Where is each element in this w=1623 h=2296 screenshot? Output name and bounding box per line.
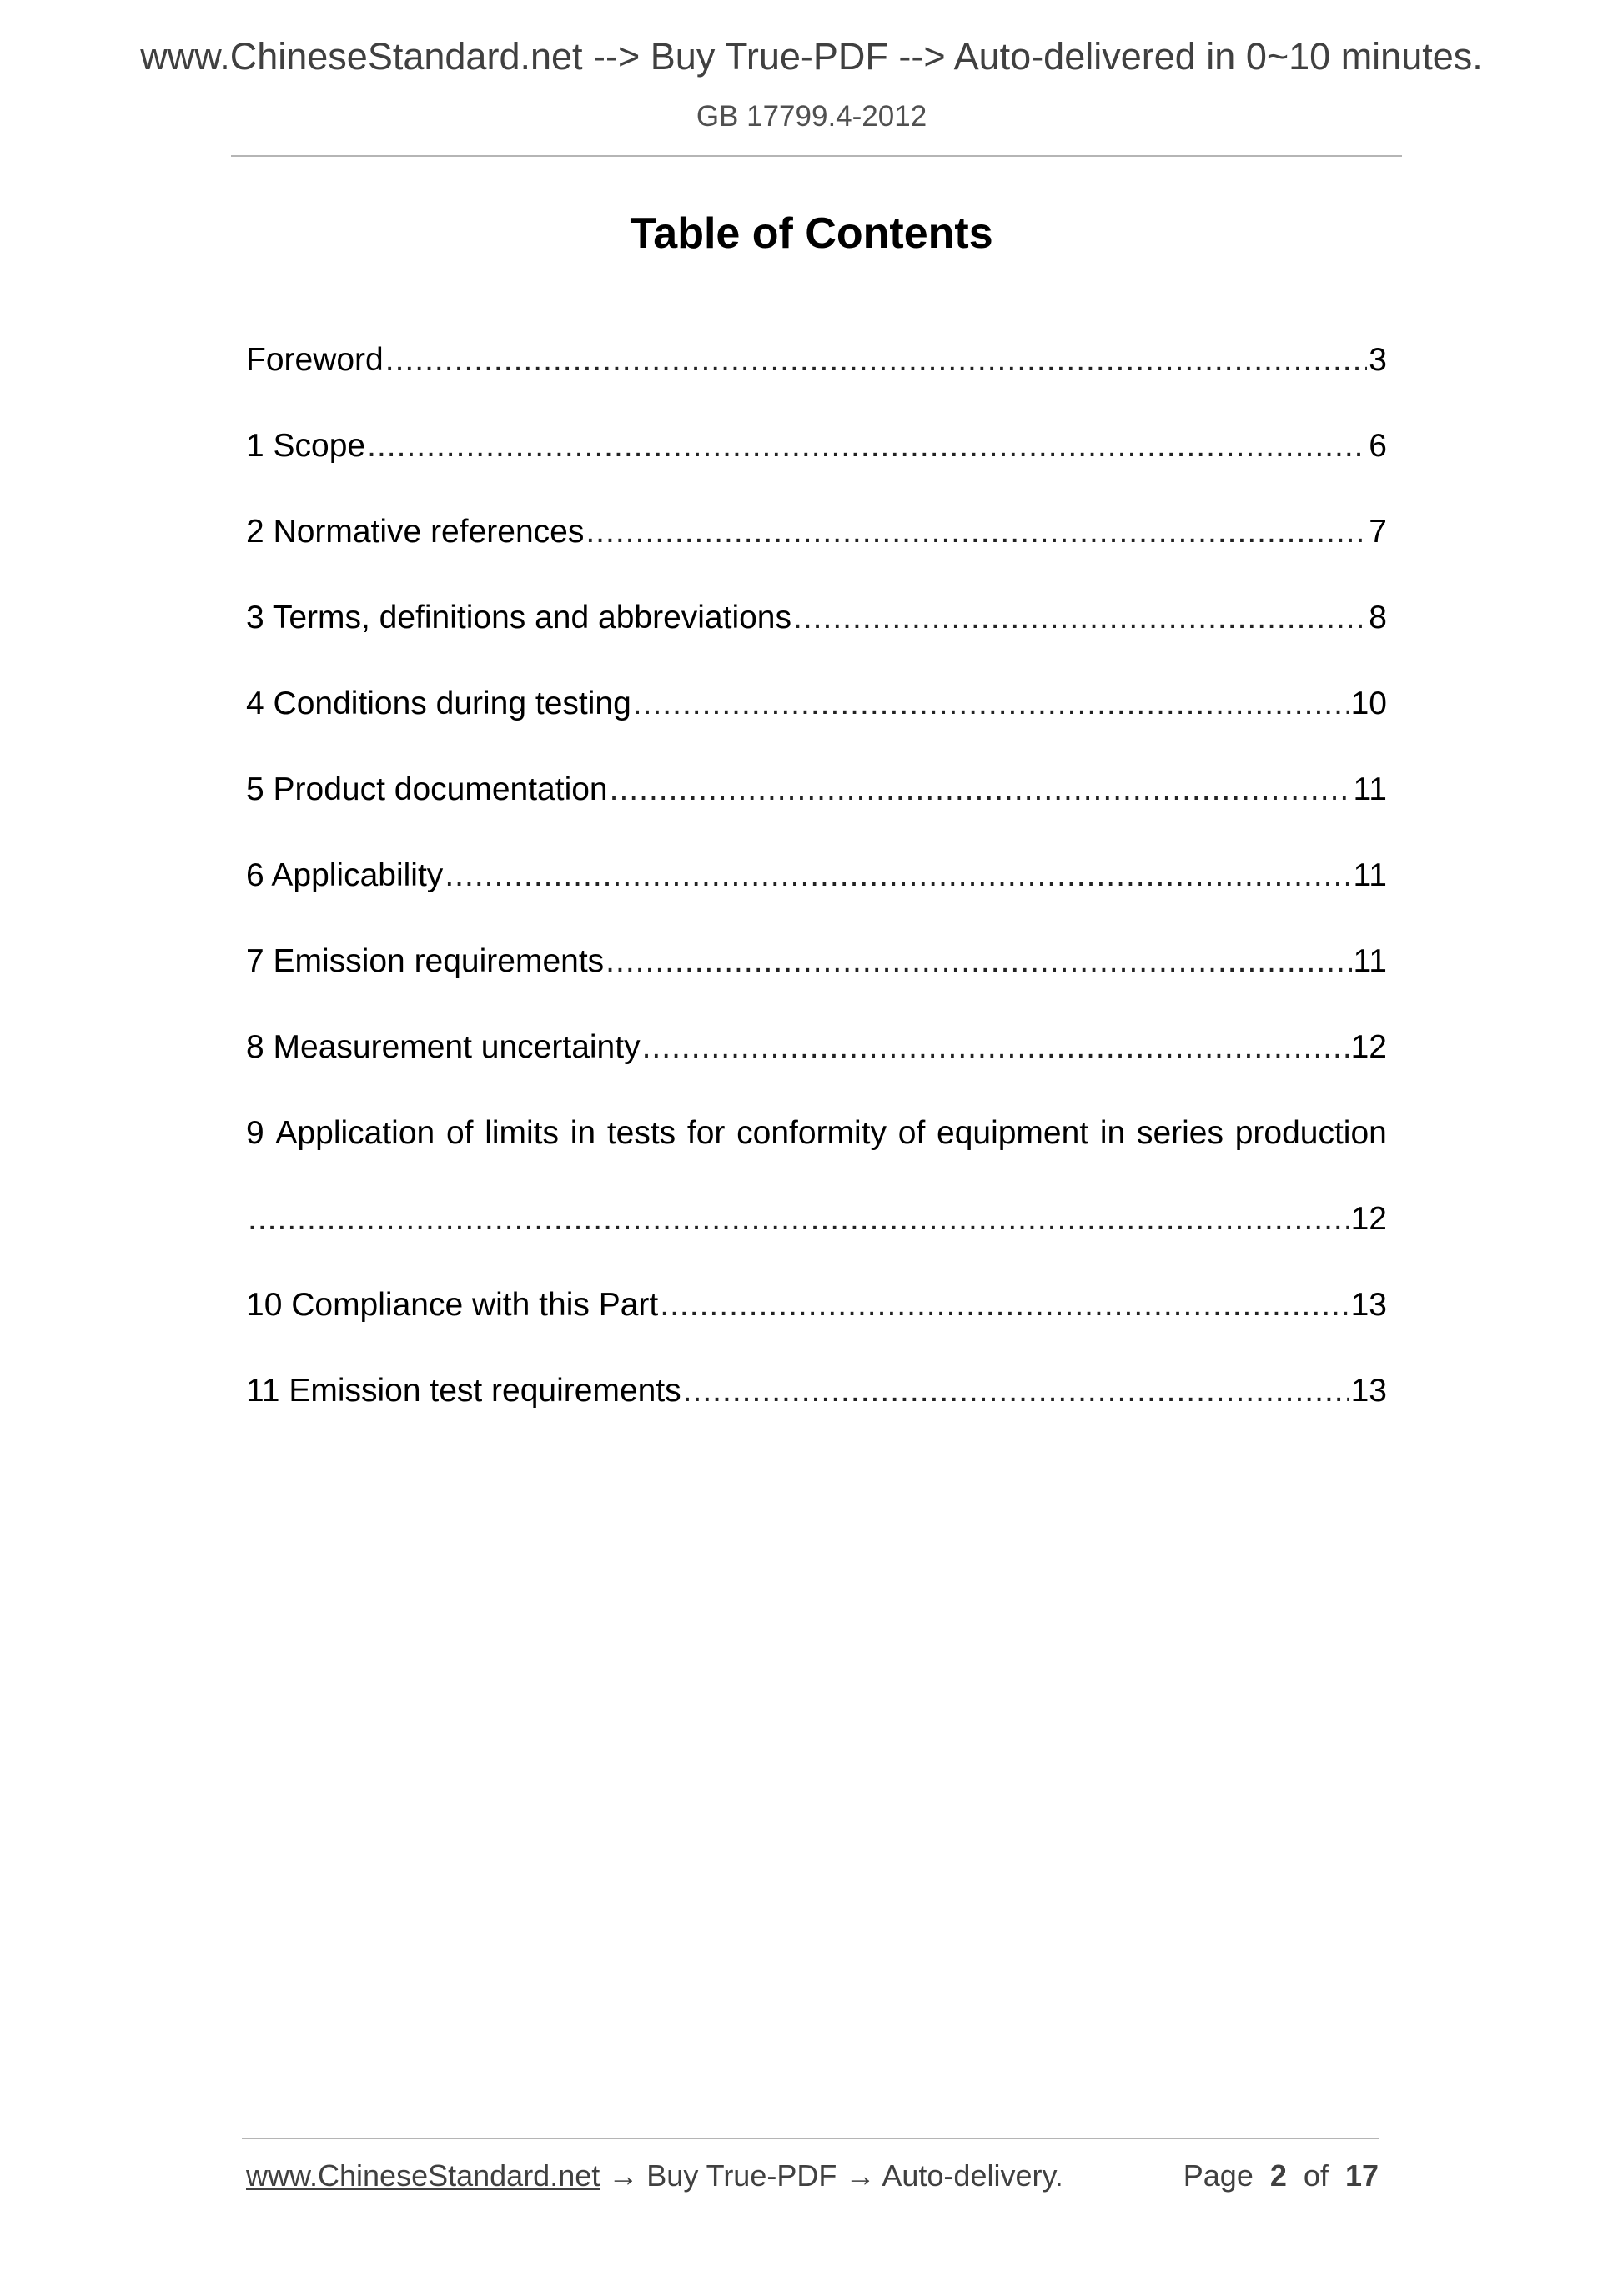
footer-buy-text: Buy True-PDF	[646, 2158, 837, 2193]
toc-entry-conditions-testing[interactable]	[246, 686, 1387, 736]
toc-entry-application-of-limits[interactable]	[246, 1115, 1387, 1152]
toc-entry-terms-definitions[interactable]	[246, 600, 1387, 650]
toc-entry-application-of-limits-leader[interactable]	[246, 1201, 1387, 1251]
toc-word: conformity	[736, 1115, 887, 1151]
toc-entry-title: 1 Scope	[246, 428, 366, 464]
toc-entry-page: 7	[1369, 514, 1387, 550]
toc-entry-title: 3 Terms, definitions and abbreviations	[246, 600, 791, 636]
toc-entry-page: 11	[1353, 943, 1387, 979]
toc-entry-title: 6 Applicability	[246, 857, 444, 893]
page-total: 17	[1344, 2158, 1379, 2193]
toc-entry-page: 3	[1369, 342, 1387, 378]
toc-entry-title: 5 Product documentation	[246, 771, 608, 807]
page-footer	[246, 2158, 1379, 2193]
footer-divider	[242, 2138, 1379, 2139]
dot-leader	[793, 600, 1367, 636]
toc-entry-emission-requirements[interactable]	[246, 943, 1387, 993]
page-current: 2	[1269, 2158, 1287, 2193]
toc-entry-applicability[interactable]	[246, 857, 1387, 907]
toc-entry-title: 2 Normative references	[246, 514, 585, 550]
toc-word: equipment	[937, 1115, 1089, 1151]
toc-entry-measurement-uncertainty[interactable]	[246, 1029, 1387, 1079]
toc-entry-page: 13	[1350, 1373, 1387, 1409]
dot-leader	[248, 1201, 1349, 1238]
toc-title: Table of Contents	[630, 209, 993, 258]
toc-entry-normative-references[interactable]	[246, 514, 1387, 564]
page-label: Page	[1183, 2158, 1254, 2193]
footer-delivery-text: Auto-delivery.	[882, 2158, 1063, 2193]
toc-entry-page: 11	[1353, 857, 1387, 893]
toc-word: 9	[246, 1115, 264, 1151]
footer-site-link[interactable]: www.ChineseStandard.net	[246, 2158, 600, 2193]
toc-entry-page: 8	[1369, 600, 1387, 636]
toc-word: in	[1099, 1115, 1126, 1151]
toc-entry-title: 8 Measurement uncertainty	[246, 1029, 641, 1065]
page-of: of	[1303, 2158, 1329, 2193]
toc-word: tests	[606, 1115, 676, 1151]
toc-entry-title: 4 Conditions during testing	[246, 686, 631, 721]
toc-word: in	[570, 1115, 596, 1151]
dot-leader	[610, 771, 1352, 808]
dot-leader	[605, 943, 1351, 980]
toc-word: for	[686, 1115, 726, 1151]
toc-entry-title: 10 Compliance with this Part	[246, 1287, 659, 1323]
arrow-right-icon: →	[845, 2158, 876, 2193]
dot-leader	[633, 686, 1349, 722]
toc-entry-title: Foreword	[246, 342, 384, 378]
toc-entry-compliance[interactable]	[246, 1287, 1387, 1337]
document-id: GB 17799.4-2012	[696, 100, 927, 133]
toc-word: of	[897, 1115, 926, 1151]
toc-entry-page: 12	[1350, 1201, 1387, 1237]
dot-leader	[445, 857, 1351, 894]
toc-entry-page: 11	[1353, 771, 1387, 807]
dot-leader	[585, 514, 1367, 550]
toc-entry-product-documentation[interactable]	[246, 771, 1387, 821]
toc-entry-title: 7 Emission requirements	[246, 943, 605, 979]
toc-word: series	[1136, 1115, 1224, 1151]
toc-word: limits	[485, 1115, 560, 1151]
toc-entry-scope[interactable]	[246, 428, 1387, 478]
dot-leader	[683, 1373, 1349, 1409]
toc-entry-page: 10	[1350, 686, 1387, 721]
page-number	[1183, 2158, 1379, 2193]
toc-entry-title: 11 Emission test requirements	[246, 1373, 681, 1409]
toc-entry-title	[246, 1115, 1387, 1152]
toc-word: production	[1234, 1115, 1387, 1151]
toc-entry-page: 6	[1369, 428, 1387, 464]
header-banner: www.ChineseStandard.net --> Buy True-PDF --> Auto-delivered in 0~10 minutes.	[140, 35, 1483, 78]
toc-word: of	[445, 1115, 474, 1151]
toc-entry-page: 13	[1350, 1287, 1387, 1323]
toc-entry-page: 12	[1350, 1029, 1387, 1065]
toc-entry-foreword[interactable]	[246, 342, 1387, 392]
toc-word: Application	[275, 1115, 435, 1151]
dot-leader	[642, 1029, 1349, 1066]
header-divider	[231, 155, 1402, 157]
dot-leader	[660, 1287, 1349, 1324]
toc-entry-emission-test-requirements[interactable]	[246, 1373, 1387, 1423]
dot-leader	[367, 428, 1367, 465]
arrow-right-icon: →	[608, 2158, 639, 2193]
dot-leader	[385, 342, 1368, 379]
